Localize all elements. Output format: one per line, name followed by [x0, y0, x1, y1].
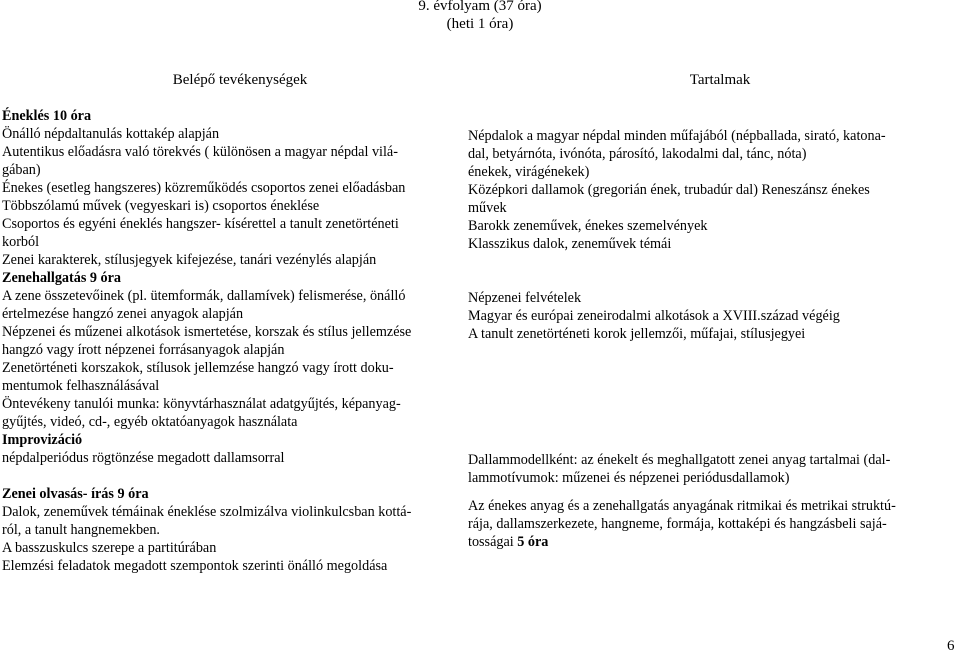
left-line: Többszólamú művek (vegyeskari is) csoportos éneklése — [2, 198, 320, 214]
right-line-text: tosságai — [468, 534, 518, 550]
left-line: népdalperiódus rögtönzése megadott dallamsorral — [2, 450, 285, 466]
weekly-hours: (heti 1 óra) — [446, 16, 514, 32]
right-line: Barokk zeneművek, énekes szemelvények — [468, 218, 708, 234]
left-line: gában) — [2, 162, 41, 178]
right-line: énekek, virágénekek) — [468, 164, 590, 180]
left-line: mentumok felhasználásával — [2, 378, 160, 394]
right-line: Az énekes anyag és a zenehallgatás anyagának ritmikai és metrikai struktú- — [468, 498, 896, 514]
right-line: Magyar és európai zeneirodalmi alkotások a XVIII.század végéig — [468, 308, 840, 324]
left-line: hangzó vagy írott népzenei forrásanyagok alapján — [2, 342, 285, 358]
section-heading-improvisation: Improvizáció — [2, 432, 83, 448]
right-column-heading: Tartalmak — [689, 72, 751, 88]
right-line — [468, 533, 548, 551]
right-line: Népzenei felvételek — [468, 290, 582, 306]
left-line: Csoportos és egyéni éneklés hangszer- kísérettel a tanult zenetörténeti — [2, 216, 399, 232]
page-number: 6 — [947, 638, 955, 654]
left-line: ról, a tanult hangnemekben. — [2, 522, 160, 538]
left-line: Autentikus előadásra való törekvés ( különösen a magyar népdal vilá- — [2, 144, 398, 160]
right-line: dal, betyárnóta, ivónóta, párosító, lakodalmi dal, tánc, nóta) — [468, 146, 807, 162]
left-line: Dalok, zeneművek témáinak éneklése szolmizálva violinkulcsban kottá- — [2, 504, 412, 520]
left-line: Énekes (esetleg hangszeres) közreműködés csoportos zenei előadásban — [2, 180, 406, 196]
left-line: gyűjtés, videó, cd-, egyéb oktatóanyagok használata — [2, 414, 298, 430]
right-line: Középkori dallamok (gregorián ének, trubadúr dal) Reneszánsz énekes — [468, 182, 870, 198]
section-heading-listening: Zenehallgatás 9 óra — [2, 270, 122, 286]
right-line: művek — [468, 200, 507, 216]
right-line: rája, dallamszerkezete, hangneme, formája, kottaképi és hangzásbeli sajá- — [468, 516, 887, 532]
left-line: értelmezése hangzó zenei anyagok alapján — [2, 306, 244, 322]
left-line: A zene összetevőinek (pl. ütemformák, dallamívek) felismerése, önálló — [2, 288, 406, 304]
left-line: Zenetörténeti korszakok, stílusok jellemzése hangzó vagy írott doku- — [2, 360, 394, 376]
left-line: Elemzési feladatok megadott szempontok szerinti önálló megoldása — [2, 558, 388, 574]
right-line: Népdalok a magyar népdal minden műfajából (népballada, sirató, katona- — [468, 128, 886, 144]
left-line: Önálló népdaltanulás kottakép alapján — [2, 126, 220, 142]
right-line: Klasszikus dalok, zeneművek témái — [468, 236, 672, 252]
grade-title: 9. évfolyam (37 óra) — [418, 0, 542, 14]
left-column-heading: Belépő tevékenységek — [172, 72, 308, 88]
hours-badge: 5 óra — [517, 534, 549, 550]
section-heading-singing: Éneklés 10 óra — [2, 108, 92, 124]
left-line: A basszuskulcs szerepe a partitúrában — [2, 540, 217, 556]
left-line: Zenei karakterek, stílusjegyek kifejezése, tanári vezénylés alapján — [2, 252, 377, 268]
left-line: korból — [2, 234, 40, 250]
section-heading-reading-writing: Zenei olvasás- írás 9 óra — [2, 486, 149, 502]
right-line: lammotívumok: műzenei és népzenei periódusdallamok) — [468, 470, 790, 486]
left-line: Népzenei és műzenei alkotások ismertetése, korszak és stílus jellemzése — [2, 324, 412, 340]
right-line: Dallammodellként: az énekelt és meghallgatott zenei anyag tartalmai (dal- — [468, 452, 891, 468]
right-line: A tanult zenetörténeti korok jellemzői, műfajai, stílusjegyei — [468, 326, 806, 342]
left-line: Öntevékeny tanulói munka: könyvtárhasználat adatgyűjtés, képanyag- — [2, 396, 401, 412]
